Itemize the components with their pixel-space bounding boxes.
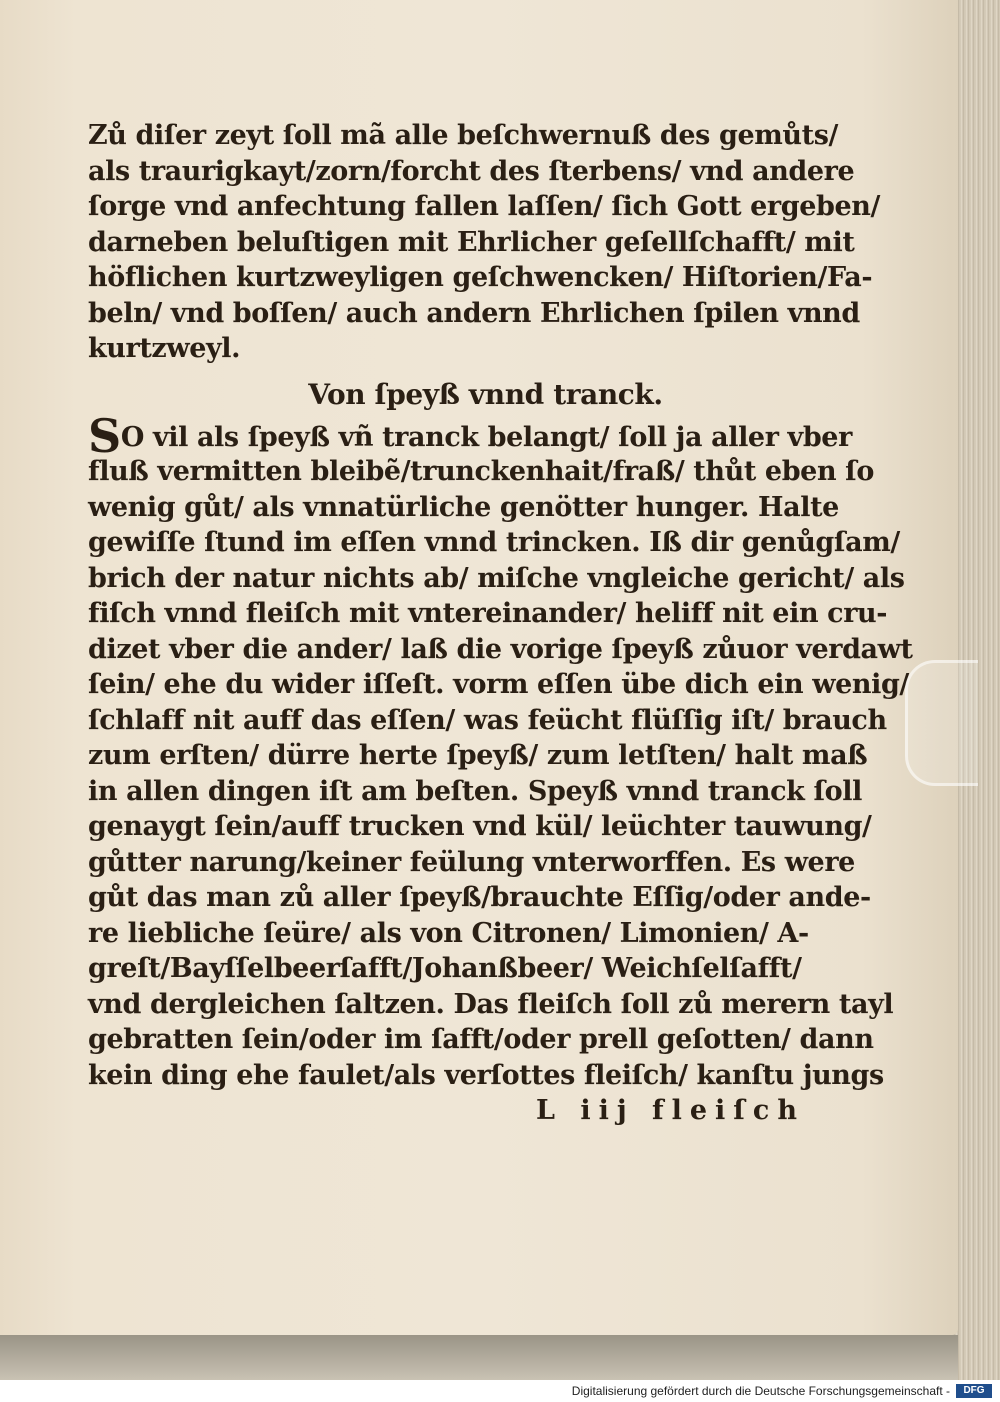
text-line: beln/ vnd boſſen/ auch andern Ehrlichen ſpilen vnnd [88,297,860,329]
section-heading: Von ſpeyß vnnd tranck. [308,377,663,411]
catchword: L iij fleiſch [535,1095,805,1126]
text-line: ſchlaff nit auff das eſſen/ was feücht flüſſig iſt/ brauch [88,704,887,736]
page-text-block [88,118,913,1129]
text-line: gůt das man zů aller ſpeyß/brauchte Eſſig/oder ande- [88,882,871,913]
text-line: fluß vermitten bleibẽ/trunckenhait/fraß/ thůt eben ſo [88,456,875,487]
text-line: als traurigkayt/zorn/forcht des ſterbens/ vnd andere [88,155,855,187]
text-line: wenig gůt/ als vnnatürliche genötter hunger. Halte [88,491,839,523]
text-line: darneben beluſtigen mit Ehrlicher geſellſchafft/ mit [88,226,855,258]
text-line: genaygt ſein/auff trucken vnd kül/ leüchter tauwung/ [88,811,872,842]
text-line: in allen dingen iſt am beſten. Speyß vnnd tranck ſoll [88,775,863,807]
text-line: re liebliche ſeüre/ als von Citronen/ Limonien/ A- [88,917,809,949]
text-line: greſt/Bayſſelbeerſafft/Johanßbeer/ Weichſelſafft/ [88,953,802,984]
footer-credit-text: Digitalisierung gefördert durch die Deutsche Forschungsgemeinschaft - [571,1384,950,1398]
text-line: gůtter narung/keiner feülung vnterworffen. Es were [88,846,855,878]
page-bottom-shadow [0,1335,958,1380]
dfg-logo: DFG [956,1384,992,1398]
text-line: gebratten ſein/oder im ſafft/oder prell geſotten/ dann [88,1024,874,1055]
text-line: gewiſſe ſtund im eſſen vnnd trincken. Iß dir genůgſam/ [88,527,900,558]
first-paragraph-line [88,408,852,463]
text-line: ſorge vnd anfechtung fallen laſſen/ ſich Gott ergeben/ [88,191,880,222]
text-line: kurtzweyl. [88,333,241,364]
text-line: Zů diſer zeyt ſoll mã alle beſchwernuß des gemůts/ [88,120,838,151]
first-line-text: O vil als ſpeyß vñ tranck belangt/ ſoll ja aller vber [120,421,852,453]
text-line: kein ding ehe faulet/als verſottes fleiſch/ kanſtu jungs [88,1059,884,1091]
text-line: höflichen kurtzweyligen geſchwencken/ Hiſtorien/Fa- [88,262,873,293]
text-line: vnd dergleichen ſaltzen. Das fleiſch ſoll zů merern tayl [88,988,894,1020]
text-line: ſein/ ehe du wider iſſeſt. vorm eſſen übe dich ein wenig/ [88,669,909,700]
text-line: dizet vber die ander/ laß die vorige ſpeyß zůuor verdawt [88,633,913,665]
footer-bar [0,1380,1000,1402]
text-line: zum erſten/ dürre herte ſpeyß/ zum letſten/ halt maß [88,740,868,771]
drop-cap: S [88,408,121,463]
text-line: fiſch vnnd fleiſch mit vntereinander/ heliff nit ein cru- [88,598,888,629]
text-line: brich der natur nichts ab/ miſche vngleiche gericht/ als [88,562,905,594]
page-clip-tab [905,660,978,786]
